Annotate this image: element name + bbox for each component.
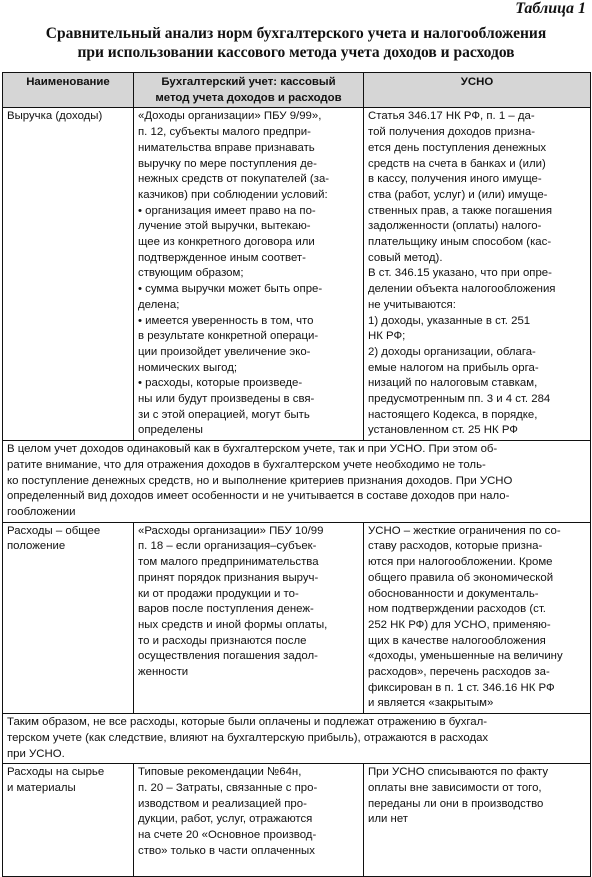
text-line: Расходы на сырье xyxy=(7,766,105,779)
text-line: не учитываются: xyxy=(368,298,456,311)
note-cell xyxy=(3,441,591,523)
table-row-expenses xyxy=(3,522,591,713)
column-header-name: Наименование xyxy=(3,73,134,108)
text-line: расходов», перечень расходов за- xyxy=(368,666,550,679)
text-line: настоящего Кодекса, в порядке, xyxy=(368,408,538,421)
note-row-expenses xyxy=(3,714,591,764)
text-line: и материалы xyxy=(7,781,76,794)
text-line: женности xyxy=(138,666,189,679)
header-line: метод учета доходов и расходов xyxy=(155,91,342,104)
text-line: в кассу, получения иного имуще- xyxy=(368,173,542,186)
table-row-revenue xyxy=(3,108,591,441)
text-line: 2) доходы организации, облага- xyxy=(368,345,536,358)
note-line: ко поступление денежных средств, но и выполнение критериев признания доходов. При УСНО xyxy=(7,474,513,487)
text-line: предусмотренным пп. 3 и 4 ст. 284 xyxy=(368,393,551,406)
row-name-cell: Выручка (доходы) xyxy=(3,108,134,441)
text-line: принят порядок признания выруч- xyxy=(138,571,319,584)
table-number: Таблица 1 xyxy=(515,0,586,17)
table-title xyxy=(0,24,592,62)
title-line: при использовании кассового метода учета доходов и расходов xyxy=(77,44,515,61)
bullet-line: • имеется уверенность в том, что xyxy=(138,314,314,327)
text-line: положение xyxy=(7,540,66,553)
text-line: фиксирован в п. 1 ст. 346.16 НК РФ xyxy=(368,681,555,694)
note-line: при УСНО. xyxy=(7,747,65,760)
text-line: казчиков) при соблюдении условий: xyxy=(138,188,328,201)
text-line: обоснованности и документаль- xyxy=(368,587,539,600)
bullet-line: зи с этой операцией, могут быть xyxy=(138,408,310,421)
note-line: терском учете (как следствие, влияют на бухгалтерскую прибыль), отражаются в расходах xyxy=(7,731,489,744)
accounting-cell xyxy=(134,522,364,713)
text-line: Типовые рекомендации №64н, xyxy=(138,766,302,779)
text-line: В ст. 346.15 указано, что при опре- xyxy=(368,267,552,280)
text-line: 1) доходы, указанные в ст. 251 xyxy=(368,314,531,327)
bullet-line: номических выгод; xyxy=(138,361,238,374)
text-line: варов после поступления денеж- xyxy=(138,603,314,616)
text-line: средств на счета в банках и (или) xyxy=(368,157,546,170)
text-line: «Доходы организации» ПБУ 9/99», xyxy=(138,110,322,123)
bullet-line: лучение этой выручки, вытекаю- xyxy=(138,220,311,233)
text-line: задолженности (оплаты) налого- xyxy=(368,220,542,233)
bullet-line: делена; xyxy=(138,298,180,311)
table-row-materials xyxy=(3,764,591,877)
bullet-line: щее из конкретного договора или xyxy=(138,236,315,249)
text-line: той получения доходов призна- xyxy=(368,126,536,139)
row-name-cell xyxy=(3,764,134,877)
text-line: ственных прав, а также погашения xyxy=(368,204,553,217)
text-line: плательщику иным способом (кас- xyxy=(368,236,552,249)
note-line: гообложении xyxy=(7,505,76,518)
header-row xyxy=(3,73,591,108)
text-line: установленном ст. 25 НК РФ xyxy=(368,424,518,437)
bullet-line: подтвержденное иным соответ- xyxy=(138,251,306,264)
text-line: ном подтверждении расходов (ст. xyxy=(368,603,546,616)
text-line: НК РФ; xyxy=(368,330,406,343)
note-row-revenue xyxy=(3,441,591,523)
text-line: совый метод). xyxy=(368,251,443,264)
text-line: Расходы – общее xyxy=(7,524,101,537)
accounting-cell xyxy=(134,108,364,441)
text-line: на счете 20 «Основное производ- xyxy=(138,829,317,842)
text-line: нимательства вправе признавать xyxy=(138,141,315,154)
text-line: п. 12, субъекты малого предпри- xyxy=(138,126,311,139)
row-name-cell xyxy=(3,522,134,713)
text-line: ются при налогообложении. Кроме xyxy=(368,556,553,569)
text-line: ных средств и иной формы оплаты, xyxy=(138,618,328,631)
bullet-line: ствующим образом; xyxy=(138,267,244,280)
text-line: оплаты вне зависимости от того, xyxy=(368,781,542,794)
column-header-accounting xyxy=(134,73,364,108)
text-line: УСНО – жесткие ограничения по со- xyxy=(368,524,561,537)
text-line: выручку по мере поступления де- xyxy=(138,157,317,170)
text-line: п. 20 – Затраты, связанные с про- xyxy=(138,781,318,794)
text-line: дукции, работ, услуг, отражаются xyxy=(138,813,313,826)
bullet-line: • расходы, которые произведе- xyxy=(138,377,303,390)
text-line: изводством и реализацией про- xyxy=(138,797,307,810)
bullet-line: ны или будут произведены в свя- xyxy=(138,393,315,406)
bullet-line: • сумма выручки может быть опре- xyxy=(138,283,323,296)
text-line: переданы ли они в производство xyxy=(368,797,544,810)
text-line: ставу расходов, которые призна- xyxy=(368,540,543,553)
text-line: 252 НК РФ) для УСНО, применяю- xyxy=(368,618,551,631)
usno-cell xyxy=(364,764,591,877)
text-line: При УСНО списываются по факту xyxy=(368,766,549,779)
text-line: «доходы, уменьшенные на величину xyxy=(368,650,563,663)
bullet-line: в результате конкретной операци- xyxy=(138,330,319,343)
usno-cell xyxy=(364,522,591,713)
text-line: п. 18 – если организация–субъек- xyxy=(138,540,317,553)
note-line: ратите внимание, что для отражения доходов в бухгалтерском учете необходимо не толь- xyxy=(7,458,486,471)
text-line: емые налогом на прибыль орга- xyxy=(368,361,539,374)
text-line: ется день поступления денежных xyxy=(368,141,547,154)
accounting-cell xyxy=(134,764,364,877)
text-line: и является «закрытым» xyxy=(368,697,494,710)
text-line: или нет xyxy=(368,813,409,826)
text-line: щих в качестве налогообложения xyxy=(368,634,546,647)
text-line: ство» только в части оплаченных xyxy=(138,844,315,857)
text-line: нежных средств от покупателей (за- xyxy=(138,173,330,186)
usno-cell xyxy=(364,108,591,441)
text-line: делении объекта налогообложения xyxy=(368,283,556,296)
bullet-line: определены xyxy=(138,424,203,437)
text-line: низаций по налоговым ставкам, xyxy=(368,377,538,390)
comparison-table xyxy=(2,72,591,877)
column-header-usno: УСНО xyxy=(364,73,591,108)
text-line: ства (работ, услуг) и (или) имуще- xyxy=(368,188,548,201)
header-line: Бухгалтерский учет: кассовый xyxy=(161,76,336,88)
bullet-line: ции произойдет увеличение эко- xyxy=(138,345,311,358)
text-line: том малого предпринимательства xyxy=(138,556,319,569)
note-line: Таким образом, не все расходы, которые были оплачены и подлежат отражению в бухгал- xyxy=(7,716,488,729)
note-cell xyxy=(3,714,591,764)
text-line: общего правила об экономической xyxy=(368,571,554,584)
title-line: Сравнительный анализ норм бухгалтерского учета и налогообложения xyxy=(45,25,547,42)
text-line: Статья 346.17 НК РФ, п. 1 – да- xyxy=(368,110,535,123)
bullet-line: • организация имеет право на по- xyxy=(138,204,316,217)
text-line: ки от продажи продукции и то- xyxy=(138,587,299,600)
text-line: осуществления погашения задол- xyxy=(138,650,318,663)
text-line: «Расходы организации» ПБУ 10/99 xyxy=(138,524,324,537)
note-line: В целом учет доходов одинаковый как в бухгалтерском учете, так и при УСНО. При этом об- xyxy=(7,443,498,456)
note-line: определенный вид доходов имеет особенности и не учитывается в составе доходов при нало- xyxy=(7,490,510,503)
text-line: то и расходы признаются после xyxy=(138,634,307,647)
